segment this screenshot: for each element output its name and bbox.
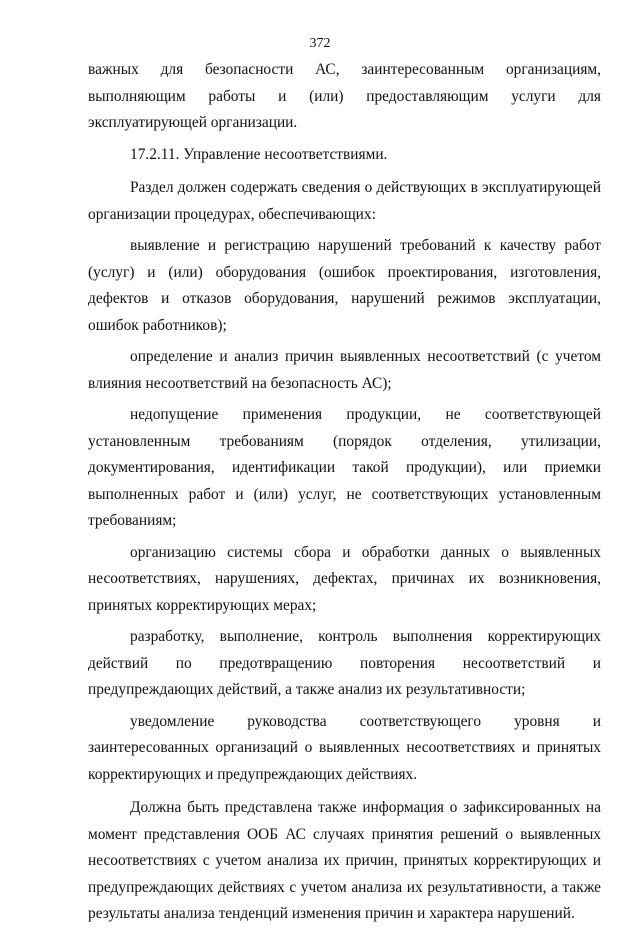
- list-item: разработку, выполнение, контроль выполнения корректирующих действий по предотвращению повторения несоответствий и предупреждающих действий, а также анализ их результативности;: [88, 628, 601, 698]
- paragraph-closing: Должна быть представлена также информация о зафиксированных на момент представления ООБ АС случаях принятия решений о выявленных несоответствиях с учетом анализа их причин, принятых корректирующих и предупреждающих действиях с учетом анализа их результативности, а также результаты анализа тенденций изменения причин и характера нарушений.: [88, 799, 601, 922]
- list-item: недопущение применения продукции, не соответствующей установленным требованиям (порядок отделения, утилизации, документирования, идентификации такой продукции), или приемки выполненных работ и (или) услуг, не соответствующих установленным требованиям;: [88, 406, 601, 529]
- list-item: уведомление руководства соответствующего уровня и заинтересованных организаций о выявленных несоответствиях и принятых корректирующих и предупреждающих действиях.: [88, 712, 601, 783]
- page-number: 372: [309, 36, 331, 51]
- document-body: [88, 57, 601, 928]
- list-item: определение и анализ причин выявленных несоответствий (с учетом влияния несоответствий на безопасность АС);: [88, 348, 601, 392]
- list-item: организацию системы сбора и обработки данных о выявленных несоответствиях, нарушениях, дефектах, причинах их возникновения, принятых корректирующих мерах;: [88, 543, 601, 614]
- list-item: выявление и регистрацию нарушений требований к качеству работ (услуг) и (или) оборудования (ошибок проектирования, изготовления, дефектов и отказов оборудования, нарушений режимов эксплуатации, ошибок работников);: [88, 237, 601, 334]
- paragraph-continuation: важных для безопасности АС, заинтересованным организациям, выполняющим работы и (или) предоставляющим услуги для эксплуатирующей организации.: [88, 61, 601, 131]
- section-heading: 17.2.11. Управление несоответствиями.: [130, 145, 388, 163]
- paragraph-intro: Раздел должен содержать сведения о действующих в эксплуатирующей организации процедурах, обеспечивающих:: [88, 179, 601, 223]
